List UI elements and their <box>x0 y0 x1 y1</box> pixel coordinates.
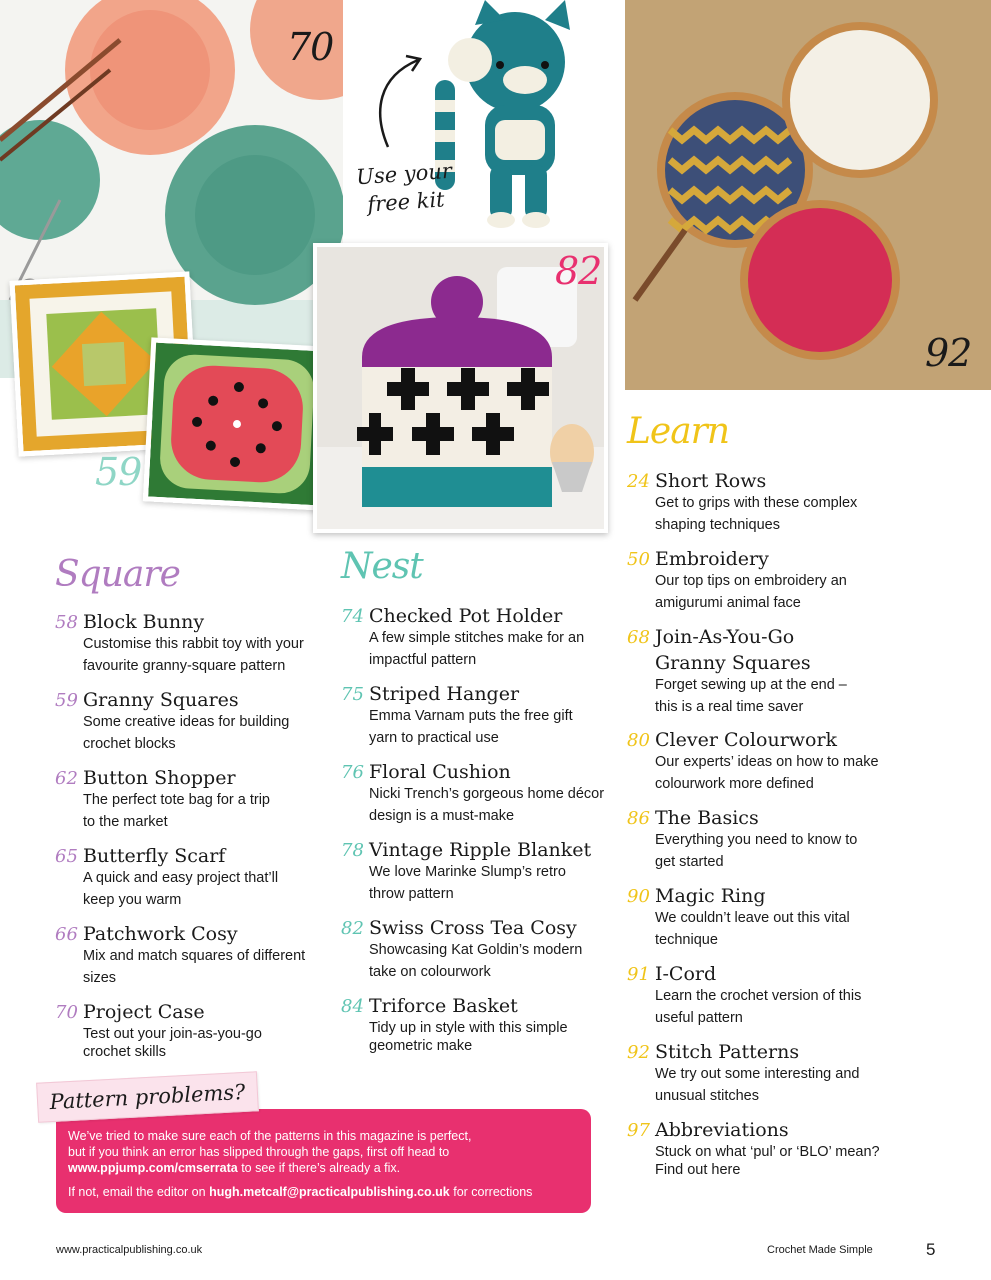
contents-entry[interactable] <box>627 468 927 536</box>
entry-title: I-Cord <box>655 963 717 985</box>
curved-arrow-icon <box>368 52 428 152</box>
entry-desc-line1: Showcasing Kat Goldin’s modern <box>369 942 583 958</box>
entry-title: Vintage Ripple Blanket <box>369 839 592 861</box>
entry-page-number: 66 <box>55 924 78 945</box>
entry-page-number: 91 <box>627 964 650 985</box>
entry-title: Patchwork Cosy <box>83 923 238 945</box>
callout-page-59: 59 <box>95 450 142 494</box>
contents-entry[interactable] <box>55 843 335 911</box>
contents-entry[interactable] <box>627 727 927 795</box>
entry-page-number: 90 <box>627 886 650 907</box>
entry-page-number: 76 <box>341 762 364 783</box>
footer-magazine-title: Crochet Made Simple <box>767 1244 873 1256</box>
contents-entry[interactable] <box>55 999 335 1063</box>
contents-entry[interactable] <box>55 609 335 677</box>
entry-title: Stitch Patterns <box>655 1041 800 1063</box>
entry-page-number: 62 <box>55 768 78 789</box>
entry-page-number: 65 <box>55 846 78 867</box>
entry-desc-line1: Mix and match squares of different <box>83 948 306 964</box>
entry-page-number: 24 <box>627 471 650 492</box>
footer-page-number: 5 <box>926 1240 936 1259</box>
watermelon-square-photo <box>143 337 331 510</box>
free-kit-line1: Use your <box>355 158 453 190</box>
entry-desc-line1: We couldn’t leave out this vital <box>655 910 850 926</box>
entry-desc-line1: The perfect tote bag for a trip <box>83 792 270 808</box>
pp-line3-suffix: to see if there’s already a fix. <box>237 1161 401 1175</box>
free-kit-label <box>353 157 457 220</box>
entry-title-line2: Granny Squares <box>655 652 811 674</box>
entry-title: Floral Cushion <box>369 761 511 783</box>
entry-desc-line2: geometric make <box>369 1038 473 1054</box>
entry-page-number: 50 <box>627 549 650 570</box>
entry-page-number: 59 <box>55 690 78 711</box>
pp-line4 <box>68 1184 579 1200</box>
entry-title: Button Shopper <box>83 767 236 789</box>
entry-desc-line2: Find out here <box>655 1162 741 1178</box>
entry-title: The Basics <box>655 807 759 829</box>
entry-desc-line1: A quick and easy project that’ll <box>83 870 279 886</box>
entry-page-number: 86 <box>627 808 650 829</box>
entry-page-number: 92 <box>627 1042 650 1063</box>
section-title-square: Square <box>55 554 180 595</box>
entry-title: Butterfly Scarf <box>83 845 226 867</box>
entry-desc-line1: Our top tips on embroidery an <box>655 573 847 589</box>
entry-desc-line1: We love Marinke Slump’s retro <box>369 864 566 880</box>
pp-line3 <box>68 1160 579 1176</box>
entry-title: Join-As-You-Go <box>655 626 795 648</box>
contents-entry[interactable] <box>627 546 927 614</box>
entry-page-number: 97 <box>627 1120 650 1141</box>
entry-title: Magic Ring <box>655 885 766 907</box>
pp-line2: but if you think an error has slipped through the gaps, first off head to <box>68 1145 450 1159</box>
entry-desc-line1: Tidy up in style with this simple <box>369 1020 568 1036</box>
entry-desc-line2: shaping techniques <box>655 517 780 533</box>
pattern-problems-box <box>56 1109 591 1213</box>
entry-desc-line1: Get to grips with these complex <box>655 495 858 511</box>
entry-desc-line2: favourite granny-square pattern <box>83 658 286 674</box>
contents-entry[interactable] <box>55 921 335 989</box>
entry-desc-line1: Some creative ideas for building <box>83 714 290 730</box>
entry-desc-line2: get started <box>655 854 724 870</box>
pp-line4-prefix: If not, email the editor on <box>68 1185 210 1199</box>
entry-desc-line2: colourwork more defined <box>655 776 814 792</box>
entry-title: Striped Hanger <box>369 683 520 705</box>
entry-title: Clever Colourwork <box>655 729 838 751</box>
entry-desc-line2: this is a real time saver <box>655 699 804 715</box>
section-title-nest: Nest <box>341 546 423 587</box>
contents-entry[interactable] <box>627 805 927 873</box>
entry-desc-line2: amigurumi animal face <box>655 595 801 611</box>
entry-page-number: 70 <box>55 1002 78 1023</box>
contents-entry[interactable] <box>627 883 927 951</box>
entry-desc-line2: yarn to practical use <box>369 730 499 746</box>
entry-title: Triforce Basket <box>369 995 518 1017</box>
entry-desc-line2: unusual stitches <box>655 1088 759 1104</box>
entry-title: Granny Squares <box>83 689 239 711</box>
callout-page-92: 92 <box>925 331 972 375</box>
contents-entry[interactable] <box>341 993 621 1057</box>
entry-title: Short Rows <box>655 470 767 492</box>
entry-desc-line2: take on colourwork <box>369 964 491 980</box>
section-title-learn: Learn <box>627 411 730 452</box>
entry-desc-line1: Test out your join-as-you-go <box>83 1026 262 1042</box>
contents-entry[interactable] <box>341 837 621 905</box>
entry-desc-line1: Forget sewing up at the end – <box>655 677 847 693</box>
entry-desc-line1: We try out some interesting and <box>655 1066 860 1082</box>
contents-entry[interactable] <box>341 759 621 827</box>
free-kit-line2: free kit <box>366 187 446 217</box>
entry-desc-line1: Our experts’ ideas on how to make <box>655 754 879 770</box>
callout-page-82: 82 <box>555 249 602 293</box>
entry-title: Project Case <box>83 1001 205 1023</box>
entry-page-number: 75 <box>341 684 364 705</box>
entry-desc-line1: Customise this rabbit toy with your <box>83 636 304 652</box>
pp-line1: We’ve tried to make sure each of the patterns in this magazine is perfect, <box>68 1129 472 1143</box>
contents-entry[interactable] <box>627 961 927 1029</box>
entry-title: Swiss Cross Tea Cosy <box>369 917 577 939</box>
entry-page-number: 58 <box>55 612 78 633</box>
entry-desc-line2: crochet blocks <box>83 736 176 752</box>
entry-desc-line1: Stuck on what ‘pul’ or ‘BLO’ mean? <box>655 1144 880 1160</box>
entry-desc-line1: Nicki Trench’s gorgeous home décor <box>369 786 605 802</box>
contents-entry[interactable] <box>627 1117 927 1181</box>
contents-entry[interactable] <box>627 1039 927 1107</box>
entry-page-number: 78 <box>341 840 364 861</box>
entry-page-number: 74 <box>341 606 364 627</box>
callout-page-70: 70 <box>287 25 334 69</box>
entry-title: Embroidery <box>655 548 769 570</box>
entry-title: Checked Pot Holder <box>369 605 563 627</box>
entry-page-number: 82 <box>341 918 364 939</box>
contents-entry[interactable] <box>341 603 621 671</box>
entry-desc-line2: design is a must-make <box>369 808 515 824</box>
entry-title: Block Bunny <box>83 611 205 633</box>
entry-desc-line1: Emma Varnam puts the free gift <box>369 708 573 724</box>
entry-desc-line2: sizes <box>83 970 117 986</box>
pattern-problems-tag: Pattern problems? <box>36 1071 259 1123</box>
errata-link[interactable]: www.ppjump.com/cmserrata <box>68 1161 238 1175</box>
entry-page-number: 80 <box>627 730 650 751</box>
entry-desc-line2: crochet skills <box>83 1044 166 1060</box>
entry-title: Abbreviations <box>655 1119 789 1141</box>
contents-entry[interactable] <box>55 765 335 833</box>
pp-line4-suffix: for corrections <box>449 1185 533 1199</box>
contents-entry[interactable] <box>341 915 621 983</box>
contents-entry[interactable] <box>341 681 621 749</box>
contents-entry[interactable] <box>55 687 335 755</box>
entry-desc-line2: throw pattern <box>369 886 454 902</box>
entry-desc-line2: impactful pattern <box>369 652 477 668</box>
entry-desc-line2: to the market <box>83 814 168 830</box>
entry-desc-line2: useful pattern <box>655 1010 743 1026</box>
entry-desc-line1: A few simple stitches make for an <box>369 630 585 646</box>
entry-page-number: 68 <box>627 627 650 648</box>
footer-website[interactable]: www.practicalpublishing.co.uk <box>56 1244 203 1256</box>
entry-page-number: 84 <box>341 996 364 1017</box>
entry-desc-line2: technique <box>655 932 718 948</box>
editor-email-link[interactable]: hugh.metcalf@practicalpublishing.co.uk <box>209 1185 450 1199</box>
contents-entry[interactable] <box>627 624 927 718</box>
entry-desc-line2: keep you warm <box>83 892 182 908</box>
entry-desc-line1: Learn the crochet version of this <box>655 988 862 1004</box>
entry-desc-line1: Everything you need to know to <box>655 832 858 848</box>
